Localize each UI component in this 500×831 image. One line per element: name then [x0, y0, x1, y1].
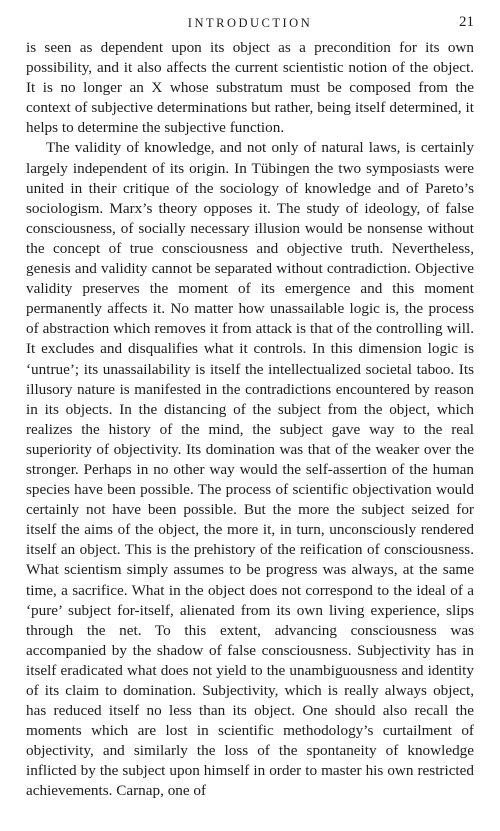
- paragraph-continued: is seen as dependent upon its object as a precondition for its own possibility, and it also affects the current scientistic notion of the object. It is no longer an X whose substratum must be composed from the context of subjective determinations but rather, being itself determined, it helps to determine the subjective function.: [26, 39, 474, 137]
- chapter-title: INTRODUCTION: [187, 16, 313, 30]
- body-text: [26, 38, 474, 802]
- paragraph-validity-of-knowledge: The validity of knowledge, and not only of natural laws, is certainly largely independent of its origin. In Tübingen the two symposiasts were united in their critique of the sociology of knowledge and of Pareto’s sociologism. Marx’s theory opposes it. The study of ideology, of false consciousness, of socially necessary illusion would be nonsense without the concept of true consciousness and objective truth. Nevertheless, genesis and validity cannot be separated without contradiction. Objective validity preserves the moment of its emergence and this moment permanently affects it. No matter how unassailable logic is, the process of abstraction which removes it from attack is that of the controlling will. It excludes and disqualifies what it controls. In this dimension logic is ‘untrue’; its unassailability is itself the intellectualized societal taboo. Its illusory nature is manifested in the contradictions encountered by reason in its objects. In the distancing of the subject from the object, which realizes the history of the mind, the subject gave way to the real superiority of objectivity. Its domination was that of the weaker over the stronger. Perhaps in no other way would the self-assertion of the human species have been possible. The process of scientific objectivation would certainly not have been possible. But the more the subject seized for itself the aims of the object, the more it, in turn, unconsciously rendered itself an object. This is the prehistory of the reification of consciousness. What scientism simply assumes to be progress was always, at the same time, a sacrifice. What in the object does not correspond to the ideal of a ‘pure’ subject for-itself, alienated from its own living experience, slips through the net. To this extent, advancing consciousness was accompanied by the shadow of false consciousness. Subjectivity has in itself eradicated what does not yield to the unambiguousness and identity of its claim to domination. Subjectivity, which is really always object, has reduced itself no less than its object. One should also recall the moments which are lost in scientific methodology’s curtailment of objectivity, and similarly the loss of the spontaneity of knowledge inflicted by the subject upon himself in order to master his own restricted achievements. Carnap, one of: [26, 139, 474, 800]
- running-head: [26, 14, 474, 34]
- page-number: 21: [459, 14, 474, 30]
- book-page: [26, 14, 474, 802]
